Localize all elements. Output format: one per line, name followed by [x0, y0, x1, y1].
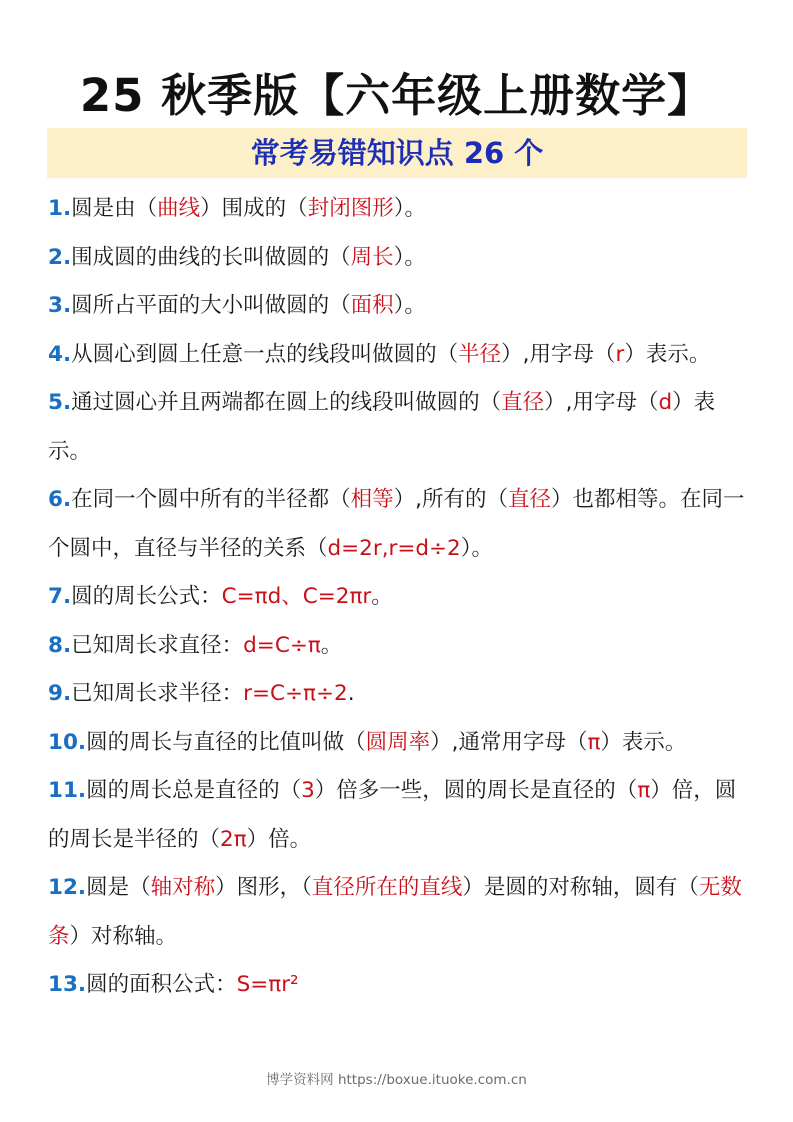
- answer-text: d=2r,r=d÷2: [327, 535, 461, 561]
- answer-text: d=C÷π: [243, 632, 321, 658]
- answer-text: 相等: [350, 487, 394, 512]
- item-text: ）,所有的（: [393, 487, 509, 512]
- knowledge-point-7: [48, 573, 754, 622]
- answer-text: 曲线: [157, 196, 201, 221]
- answer-text: 半径: [458, 341, 502, 367]
- answer-text: 封闭图形: [307, 196, 394, 221]
- knowledge-point-13: [48, 961, 754, 1010]
- answer-text: 面积: [350, 293, 394, 318]
- answer-text: 圆周率: [365, 729, 431, 755]
- answer-text: 2π: [220, 826, 247, 852]
- item-number: 5.: [48, 390, 72, 415]
- answer-text: r=C÷π÷2: [243, 681, 348, 706]
- answer-text: 周长: [350, 244, 394, 270]
- answer-text: d: [658, 390, 673, 415]
- item-text: ）倍，圆的周长是半径的（: [48, 778, 737, 852]
- footer-watermark: 博学资料网 https://boxue.ituoke.com.cn: [266, 1072, 527, 1088]
- item-text: 从圆心到圆上任意一点的线段叫做圆的（: [71, 341, 459, 367]
- item-number: 8.: [48, 632, 72, 658]
- item-text: ）图形，（: [215, 875, 312, 900]
- answer-text: 直径所在的直线: [311, 875, 463, 900]
- knowledge-point-6: [48, 476, 754, 573]
- item-text: ）围成的（: [200, 196, 308, 221]
- answer-text: 3: [301, 778, 315, 803]
- item-text: ）表示。: [600, 729, 687, 755]
- item-text: 圆所占平面的大小叫做圆的（: [71, 293, 351, 318]
- item-text: 围成圆的曲线的长叫做圆的（: [71, 244, 351, 270]
- item-text: ）倍多一些，圆的周长是直径的（: [314, 778, 638, 803]
- item-text: ）是圆的对称轴，圆有（: [462, 875, 699, 900]
- item-text: 。: [320, 632, 343, 658]
- item-number: 7.: [48, 584, 72, 609]
- knowledge-point-5: [48, 379, 754, 476]
- item-number: 1.: [48, 196, 72, 221]
- item-text: 圆的周长总是直径的（: [86, 778, 302, 803]
- item-text: ）。: [393, 244, 426, 270]
- knowledge-point-2: [48, 234, 754, 283]
- item-number: 12.: [48, 875, 87, 900]
- answer-text: r: [615, 341, 625, 367]
- knowledge-point-12: [48, 864, 754, 961]
- answer-text: C=πd、C=2πr: [221, 584, 372, 609]
- item-text: ）。: [393, 293, 426, 318]
- item-number: 10.: [48, 729, 87, 755]
- item-text: ）对称轴。: [69, 923, 178, 949]
- item-text: 已知周长求半径：: [71, 681, 244, 706]
- item-text: 圆的面积公式：: [86, 972, 237, 997]
- subtitle: 常考易错知识点 26 个: [250, 136, 544, 170]
- knowledge-point-10: [48, 719, 754, 768]
- item-text: ）,用字母（: [501, 341, 616, 367]
- knowledge-point-9: [48, 670, 754, 719]
- item-number: 4.: [48, 341, 72, 367]
- item-text: ）。: [393, 196, 426, 221]
- item-text: 圆的周长与直径的比值叫做（: [86, 729, 366, 755]
- answer-text: S=πr²: [236, 972, 299, 997]
- item-text: ）,通常用字母（: [430, 729, 588, 755]
- item-text: 在同一个圆中所有的半径都（: [71, 487, 351, 512]
- answer-text: π: [637, 778, 651, 803]
- item-text: ）倍。: [246, 826, 312, 852]
- item-text: 。: [371, 584, 393, 609]
- knowledge-point-list: [48, 185, 754, 1010]
- knowledge-point-4: [48, 331, 754, 380]
- item-text: 圆是（: [86, 875, 151, 900]
- item-text: ）表示。: [48, 390, 716, 464]
- answer-text: 无数条: [48, 875, 742, 949]
- item-text: 通过圆心并且两端都在圆上的线段叫做圆的（: [71, 390, 502, 415]
- knowledge-point-3: [48, 282, 754, 331]
- item-text: 圆的周长公式：: [71, 584, 222, 609]
- item-number: 2.: [48, 244, 72, 270]
- knowledge-point-1: [48, 185, 754, 234]
- page-title: 25 秋季版【六年级上册数学】: [79, 69, 714, 122]
- subtitle-banner: [47, 128, 747, 178]
- item-text: ）,用字母（: [544, 390, 659, 415]
- item-text: 圆是由（: [71, 196, 158, 221]
- answer-text: π: [587, 729, 601, 755]
- knowledge-point-11: [48, 767, 754, 864]
- item-text: .: [347, 681, 355, 706]
- item-text: ）表示。: [624, 341, 711, 367]
- answer-text: 轴对称: [150, 875, 216, 900]
- item-number: 6.: [48, 487, 72, 512]
- item-number: 9.: [48, 681, 72, 706]
- knowledge-point-8: [48, 622, 754, 671]
- item-number: 13.: [48, 972, 87, 997]
- item-text: 已知周长求直径：: [71, 632, 244, 658]
- item-text: ）也都相等。在同一个圆中，直径与半径的关系（: [48, 487, 745, 561]
- item-text: ）。: [460, 535, 493, 561]
- answer-text: 直径: [508, 487, 552, 512]
- answer-text: 直径: [501, 390, 545, 415]
- item-number: 11.: [48, 778, 87, 803]
- item-number: 3.: [48, 293, 72, 318]
